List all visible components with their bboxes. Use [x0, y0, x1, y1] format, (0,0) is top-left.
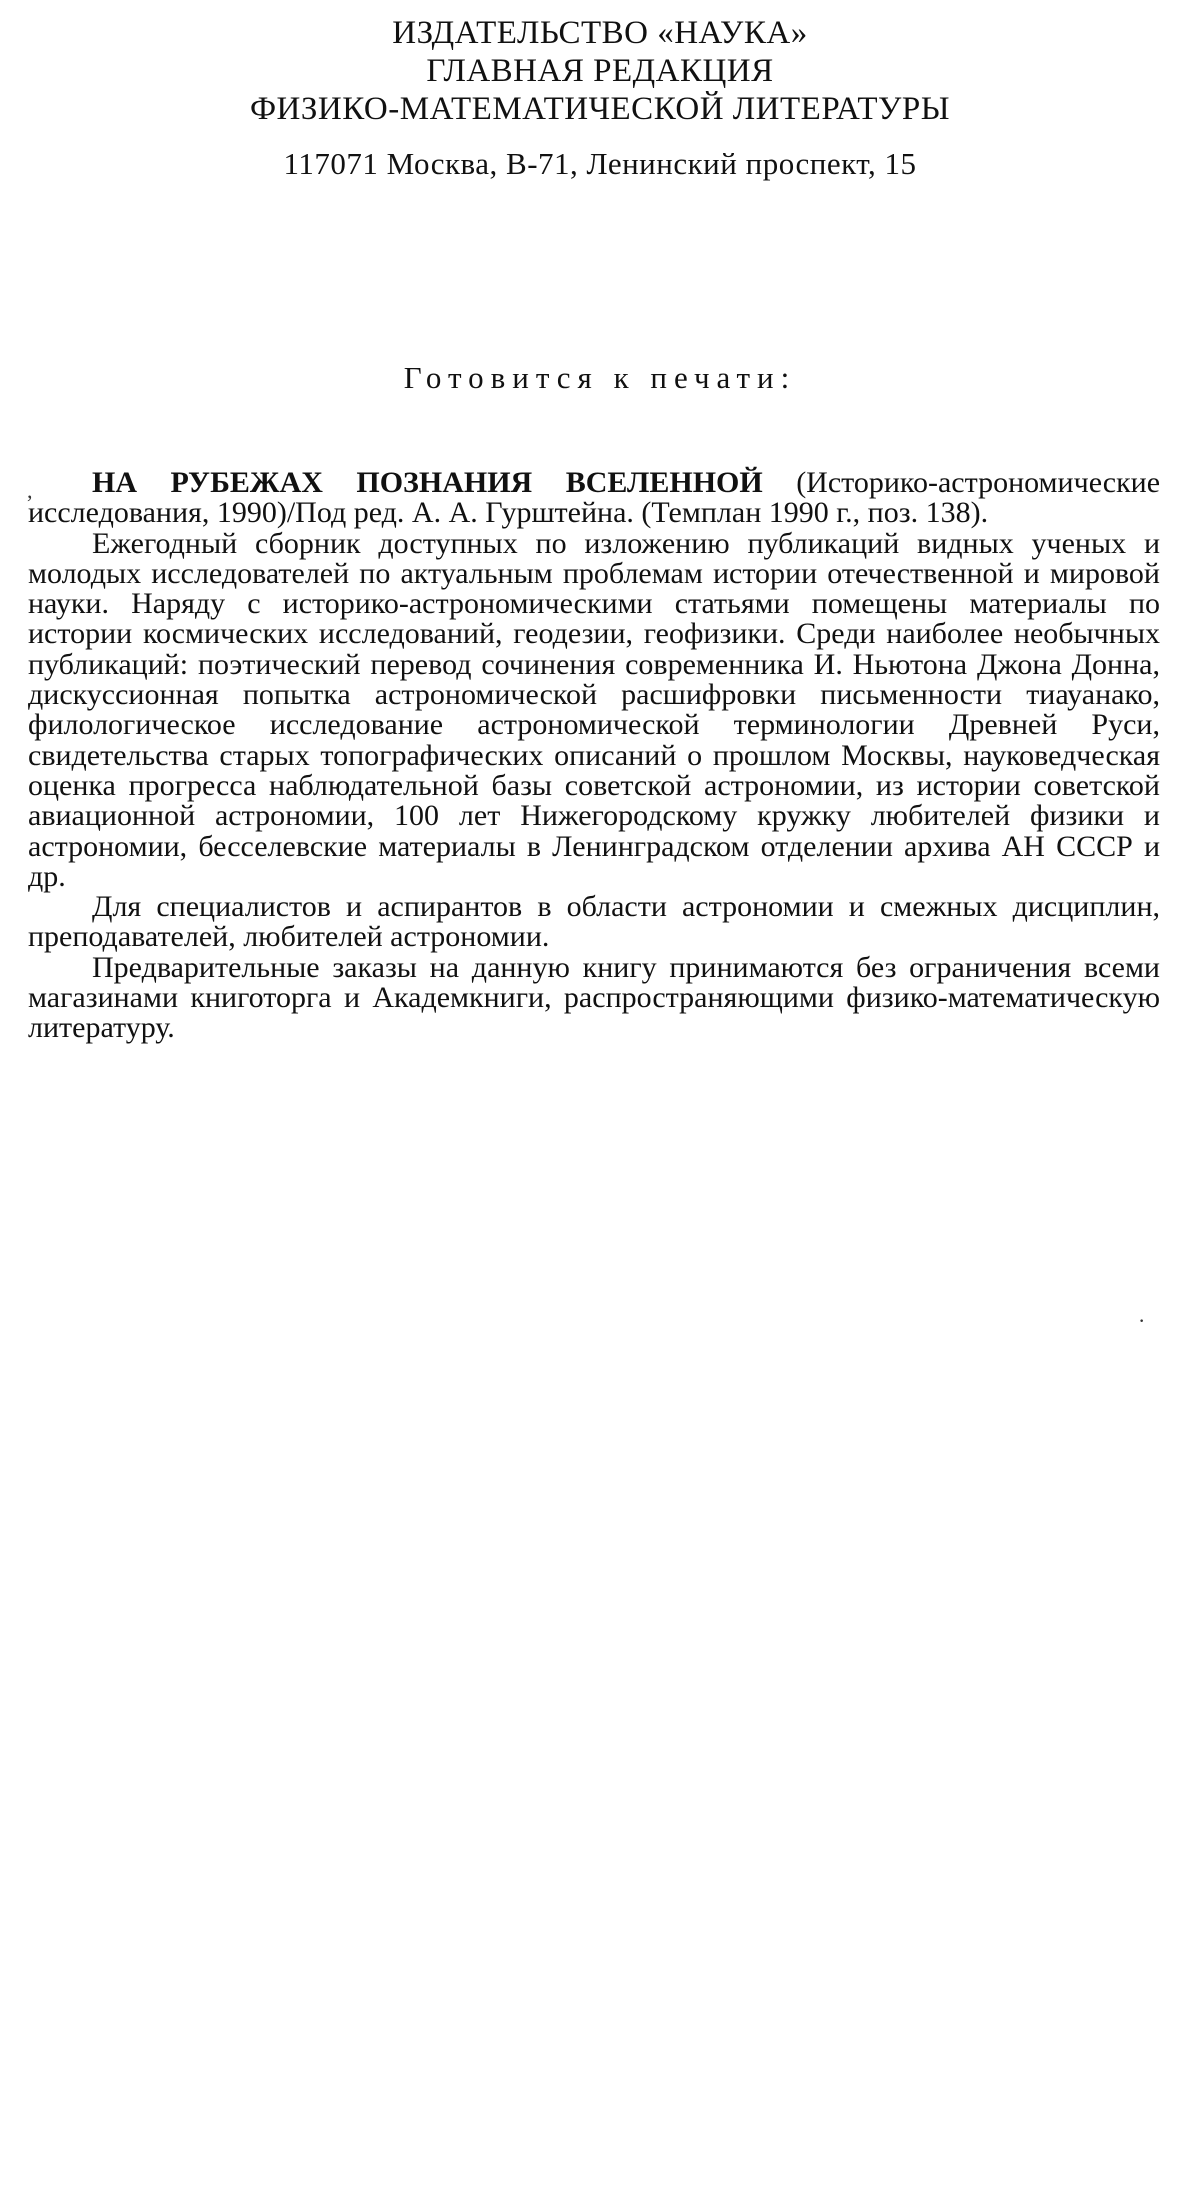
stray-mark: , — [27, 478, 33, 503]
publisher-header — [0, 14, 1200, 182]
publisher-department: ФИЗИКО-МАТЕМАТИЧЕСКОЙ ЛИТЕРАТУРЫ — [249, 91, 951, 127]
publisher-address: 117071 Москва, В-71, Ленинский проспект, 15 — [283, 146, 917, 181]
book-title: НА РУБЕЖАХ ПОЗНАНИЯ ВСЕЛЕННОЙ — [92, 466, 763, 499]
publisher-division: ГЛАВНАЯ РЕДАКЦИЯ — [426, 53, 774, 89]
book-subtitle: (Историко-астрономические исследования, 1990)/Под ред. А. А. Гурштейна. (Темплан 1990 г., поз. 138). — [28, 466, 1161, 530]
description-paragraph: Ежегодный сборник доступных по изложению публикаций видных ученых и молодых исследователей по актуальным проблемам истории отечественной и мировой науки. Наряду с историко-астрономическими статьями помещены материалы по истории космических исследований, геодезии, геофизики. Среди наиболее необычных публикаций: поэтический перевод сочинения современника И. Ньютона Джона Донна, дискуссионная попытка астрономической расшифровки письменности тиауанако, филологическое исследование астрономической терминологии Древней Руси, свидетельства старых топографических описаний о прошлом Москвы, науковедческая оценка прогресса наблюдательной базы советской астрономии, из истории советской авиационной астрономии, 100 лет Нижегородскому кружку любителей физики и астрономии, бесселевские материалы в Ленинградском отделении архива АН СССР и др. — [28, 526, 1160, 893]
book-announcement-body — [28, 468, 1160, 1044]
stray-mark-2: · — [1138, 1308, 1146, 1333]
book-entry — [28, 468, 1160, 529]
audience-paragraph: Для специалистов и аспирантов в области астрономии и смежных дисциплин, преподавателей, любителей астрономии. — [28, 890, 1160, 954]
order-info-paragraph: Предварительные заказы на данную книгу принимаются без ограничения всеми магазинами книготорга и Академкниги, распространяющими физико-математическую литературу. — [28, 950, 1160, 1045]
announcement-heading: Готовится к печати: — [403, 360, 797, 395]
publisher-name: ИЗДАТЕЛЬСТВО «НАУКА» — [392, 15, 808, 51]
